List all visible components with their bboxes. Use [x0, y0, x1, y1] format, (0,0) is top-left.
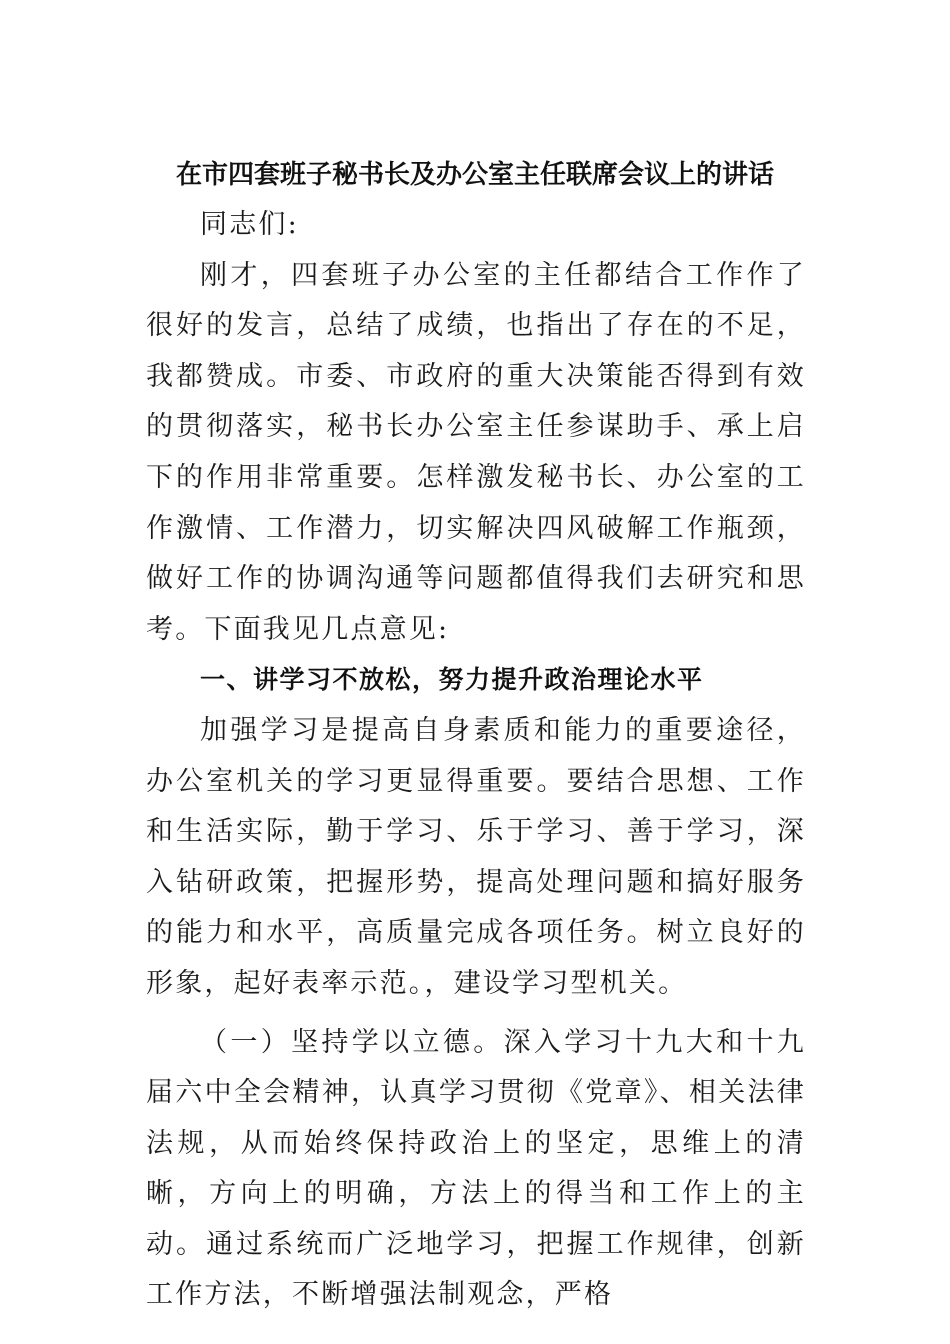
document-title: 在市四套班子秘书长及办公室主任联席会议上的讲话 [175, 160, 774, 190]
paragraph-subsection-1: （一）坚持学以立德。深入学习十九大和十九届六中全会精神，认真学习贯彻《党章》、相关法律法规，从而始终保持政治上的坚定，思维上的清晰，方向上的明确，方法上的得当和工作上的主动。通过系统而广泛地学习，把握工作规律，创新工作方法，不断增强法制观念，严格 [146, 1026, 806, 1311]
paragraph-study: 加强学习是提高自身素质和能力的重要途径，办公室机关的学习更显得重要。要结合思想、工作和生活实际，勤于学习、乐于学习、善于学习，深入钻研政策，把握形势，提高处理问题和搞好服务的能力和水平，高质量完成各项任务。树立良好的形象，起好表率示范。，建设学习型机关。 [146, 714, 806, 999]
paragraph-intro: 刚才，四套班子办公室的主任都结合工作作了很好的发言，总结了成绩，也指出了存在的不足，我都赞成。市委、市政府的重大决策能否得到有效的贯彻落实，秘书长办公室主任参谋助手、承上启下的作用非常重要。怎样激发秘书长、办公室的工作激情、工作潜力，切实解决四风破解工作瓶颈，做好工作的协调沟通等问题都值得我们去研究和思考。下面我见几点意见: [146, 259, 806, 645]
document-body [146, 200, 806, 1321]
salutation: 同志们: [200, 209, 299, 240]
section-heading-1: 一、讲学习不放松，努力提升政治理论水平 [200, 665, 704, 695]
